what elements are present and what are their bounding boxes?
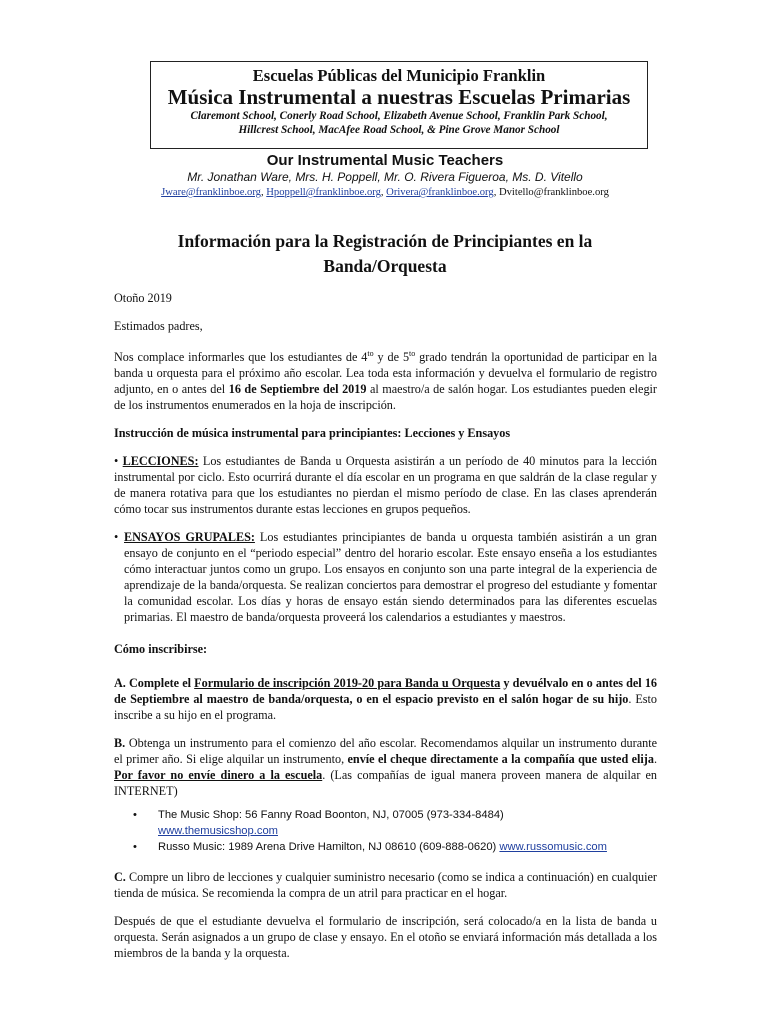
intro-part-c: grado tendrán la oportunidad de participar en la banda u orquesta para el próximo año escolar. Lea toda esta información y devuelva el formulario de registro adjunto, en o antes del (114, 350, 657, 397)
email-link-rivera[interactable]: Orivera@franklinboe.org (386, 187, 494, 198)
rehearsals-label: ENSAYOS GRUPALES: (124, 530, 255, 545)
district-name: Escuelas Públicas del Municipio Franklin (252, 66, 546, 85)
program-title: Música Instrumental a nuestras Escuelas Primarias (167, 85, 631, 109)
step-c-text: Compre un libro de lecciones y cualquier suministro necesario (como se indica a continuación) en cualquier tienda de música. Se recomienda la compra de un atril para practicar en el hogar. (114, 870, 657, 901)
shop-website-link[interactable]: www.themusicshop.com (158, 825, 278, 838)
intro-paragraph (114, 346, 657, 413)
teachers-section (0, 152, 770, 200)
intro-part-d: al maestro/a de salón hogar. Los estudiantes pueden elegir de los instrumentos enumerados en la hoja de inscripción. (114, 382, 657, 413)
lessons-text: Los estudiantes de Banda u Orquesta asistirán a un período de 40 minutos para la lección instrumental por ciclo. Esto ocurrirá durante el día escolar en un programa en que saldrán de la clase regular y de manera rotativa para que los estudiantes no pierdan el mismo período de clase. En las clases aprenderán cómo tocar sus instrumentos durante estas lecciones en grupos pequeños. (114, 454, 657, 517)
greeting-text: Estimados padres, (114, 319, 203, 333)
registration-form-name: Formulario de inscripción 2019-20 para Banda u Orquesta (194, 676, 501, 691)
season-text: Otoño 2019 (114, 291, 172, 305)
step-c-letter: C. (114, 870, 126, 885)
deadline-date: 16 de Septiembre del 2019 (228, 382, 367, 397)
step-a-lead: A. Complete el (114, 676, 195, 691)
intro-part-a: Nos complace informarles que los estudiantes de 4 (114, 350, 368, 365)
step-c-paragraph (114, 869, 657, 901)
step-a-text: . Esto inscribe a su hijo en el programa. (114, 692, 658, 723)
document-body (114, 290, 657, 961)
shop-details: Russo Music: 1989 Arena Drive Hamilton, NJ 08610 (609-888-0620) (158, 841, 500, 854)
schools-list-line-2: Hillcrest School, MacAfee Road School, & Pine Grove Manor School (238, 124, 560, 136)
step-b-paragraph (114, 735, 657, 799)
lessons-paragraph (114, 453, 657, 517)
step-b-text-2: . (653, 752, 657, 767)
instruction-heading: Instrucción de música instrumental para principiantes: Lecciones y Ensayos (114, 426, 511, 441)
step-b-text-1: Obtenga un instrumento para el comienzo del año escolar. Recomendamos alquilar un instrumento durante el primer año. Si elige alquilar un instrumento, (114, 736, 657, 767)
teachers-names: Mr. Jonathan Ware, Mrs. H. Poppell, Mr. O. Rivera Figueroa, Ms. D. Vitello (187, 170, 583, 184)
shop-details: The Music Shop: 56 Fanny Road Boonton, NJ, 07005 (973-334-8484) (158, 809, 504, 822)
teachers-title: Our Instrumental Music Teachers (266, 152, 504, 169)
bullet-icon: • (133, 841, 137, 854)
email-link-ware[interactable]: Jware@franklinboe.org (161, 187, 261, 198)
header-box (150, 61, 648, 149)
step-b-letter: B. (114, 736, 126, 751)
list-item (114, 839, 657, 855)
step-a-paragraph (114, 675, 657, 723)
grade-5-suffix: to (409, 349, 416, 358)
document-title (0, 229, 770, 279)
closing-paragraph: Después de que el estudiante devuelva el formulario de inscripción, será colocado/a en la lista de banda u orquesta. Serán asignados a un grupo de clase y ensayo. En el otoño se enviará información más detallada a los miembros de la banda y la orquesta. (114, 914, 657, 961)
music-shops-list (114, 807, 657, 855)
teachers-emails: Jware@franklinboe.org, Hpoppell@franklinboe.org, Orivera@franklinboe.org, Dvitello@franklinboe.org (161, 187, 609, 198)
document-title-line-1: Información para la Registración de Principiantes en la (177, 231, 593, 251)
grade-4-suffix: to (367, 349, 374, 358)
step-b-no-money-note: Por favor no envíe dinero a la escuela (114, 768, 323, 783)
schools-list-line-1: Claremont School, Conerly Road School, Elizabeth Avenue School, Franklin Park School, (190, 110, 608, 122)
bullet-icon: • (114, 454, 119, 469)
lessons-label: LECCIONES: (122, 454, 199, 469)
rehearsals-text: Los estudiantes principiantes de banda u orquesta también asistirán a un gran ensayo de conjunto en el “periodo especial” dentro del horario escolar. Este ensayo enseña a los estudiantes cómo interactuar juntos como un grupo. Los ensayos en conjunto son una parte integral de la experiencia de aprendizaje de la banda/orquesta. Se realizan conciertos para demostrar el progreso del estudiante y fomentar la comunidad escolar. Los días y horas de ensayo están siendo determinados para las diferentes escuelas primarias. El maestro de banda/orquesta proveerá los calendarios a estudiantes y maestros. (124, 530, 657, 625)
step-b-check-note: envíe el cheque directamente a la compañía que usted elija (347, 752, 654, 767)
how-to-heading: Cómo inscribirse: (114, 642, 208, 657)
intro-part-b: y de 5 (373, 350, 410, 365)
rehearsals-paragraph (114, 529, 657, 625)
list-item (114, 807, 657, 839)
bullet-icon: • (133, 809, 137, 822)
step-a-bold-text: y devuélvalo en o antes del 16 de Septiembre al maestro de banda/orquesta, o en el espacio previsto en el salón hogar de su hijo (114, 676, 658, 707)
email-vitello: Dvitello@franklinboe.org (498, 187, 609, 198)
document-title-line-2: Banda/Orquesta (323, 256, 447, 276)
bullet-icon: • (114, 530, 119, 545)
shop-website-link[interactable]: www.russomusic.com (499, 841, 607, 854)
step-b-text-3: . (Las compañías de igual manera proveen manera de alquilar en INTERNET) (114, 768, 657, 799)
email-link-poppell[interactable]: Hpoppell@franklinboe.org (266, 187, 381, 198)
